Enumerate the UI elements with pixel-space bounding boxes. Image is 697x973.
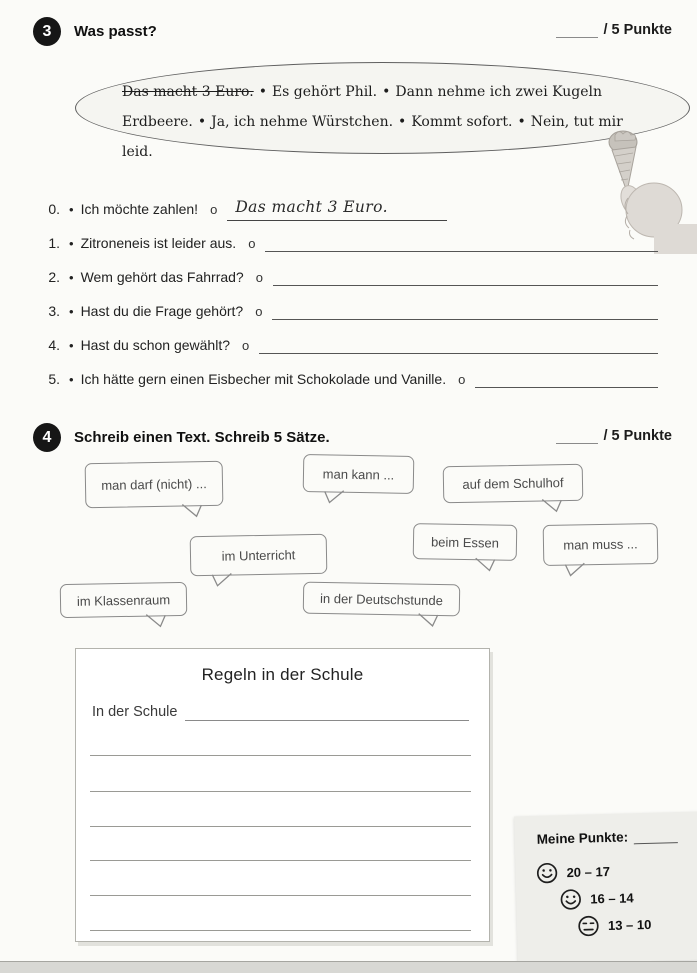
smiley-happy-icon <box>559 888 583 912</box>
speech-bubble-tail-icon <box>144 613 170 628</box>
exercise3-points <box>556 22 673 38</box>
phrase-separator: • <box>258 84 267 100</box>
answer-line[interactable] <box>272 302 658 320</box>
answer-line[interactable] <box>273 268 658 286</box>
speech-bubble-tail-icon <box>473 557 499 572</box>
bubble-auf-dem-schulhof <box>443 464 584 503</box>
exercise3-items <box>40 192 658 396</box>
item-question: Wem gehört das Fahrrad? <box>80 269 244 285</box>
score-row-3 <box>577 913 652 938</box>
answer-marker-icon: o <box>248 235 256 251</box>
phrase-separator: • <box>517 114 526 130</box>
bubble-man-muss <box>543 523 659 566</box>
writing-line[interactable] <box>90 755 471 756</box>
item-number: 1. <box>48 235 60 251</box>
exercise4-header <box>33 423 330 452</box>
word-bank-phrase: Es gehört Phil. <box>271 84 378 100</box>
speech-bubble-tail-icon <box>560 562 586 577</box>
word-bank-phrase: Dann nehme ich zwei Kugeln Erdbeere. <box>122 84 603 130</box>
word-bank-phrase: Nein, tut mir leid. <box>122 114 623 160</box>
smiley-neutral-icon <box>577 914 601 938</box>
bullet-icon: • <box>69 371 74 387</box>
bubble-man-kann <box>303 454 415 494</box>
exercise4-points <box>556 428 673 444</box>
item-question: Hast du schon gewählt? <box>80 337 230 353</box>
answer-marker-icon: o <box>255 269 263 285</box>
speech-bubble-tail-icon <box>319 489 345 504</box>
exercise4-points-label: / 5 Punkte <box>603 428 672 444</box>
bubble-im-unterricht <box>190 534 328 576</box>
writing-prompt-row <box>92 703 469 721</box>
bullet-icon: • <box>69 337 74 353</box>
speech-bubble-tail-icon <box>180 503 206 518</box>
item-number: 2. <box>48 269 60 285</box>
bubble-label: auf dem Schulhof <box>462 475 564 492</box>
writing-box <box>75 648 490 942</box>
speech-bubble-tail-icon <box>207 572 233 587</box>
item-row-1 <box>40 226 658 260</box>
bubble-beim-essen <box>413 523 518 561</box>
writing-line[interactable] <box>90 860 471 861</box>
word-bank-phrase: Ja, ich nehme Würstchen. <box>211 114 394 130</box>
score-row-2 <box>559 886 634 911</box>
bubble-label: man kann ... <box>322 465 395 483</box>
item-question: Ich möchte zahlen! <box>80 201 199 217</box>
word-bank-phrase: Das macht 3 Euro. <box>122 84 254 100</box>
exercise4-title: Schreib einen Text. Schreib 5 Sätze. <box>74 429 330 446</box>
score-row-1 <box>535 860 610 885</box>
phrase-separator: • <box>382 84 391 100</box>
item-row-4 <box>40 328 658 362</box>
exercise3-title: Was passt? <box>74 23 157 40</box>
writing-line[interactable] <box>90 930 471 931</box>
bullet-icon: • <box>69 235 74 251</box>
item-number: 4. <box>48 337 60 353</box>
answer-line-filled[interactable]: Das macht 3 Euro. <box>227 198 447 221</box>
item-number: 3. <box>48 303 60 319</box>
item-row-5 <box>40 362 658 396</box>
word-bank-phrase: Kommt sofort. <box>411 114 513 130</box>
score-range: 13 – 10 <box>607 916 652 934</box>
score-range: 20 – 17 <box>566 863 611 881</box>
bubble-label: beim Essen <box>430 533 500 551</box>
writing-line[interactable] <box>90 826 471 827</box>
score-blank[interactable] <box>633 829 677 844</box>
exercise3-points-blank[interactable] <box>556 23 598 38</box>
item-question: Ich hätte gern einen Eisbecher mit Schokolade und Vanille. <box>80 371 447 387</box>
writing-line[interactable] <box>90 791 471 792</box>
answer-line[interactable] <box>475 370 658 388</box>
bubble-label: man darf (nicht) ... <box>101 476 207 493</box>
score-range: 16 – 14 <box>590 890 634 907</box>
bubble-label: im Klassenraum <box>76 591 171 609</box>
item-row-3 <box>40 294 658 328</box>
bubble-label: man muss ... <box>563 536 638 553</box>
item-question: Hast du die Frage gehört? <box>80 303 244 319</box>
bubble-im-klassenraum <box>60 582 188 618</box>
writing-prompt-line[interactable] <box>185 703 469 721</box>
answer-marker-icon: o <box>458 371 466 387</box>
writing-prompt-label: In der Schule <box>92 704 178 720</box>
exercise3-header <box>33 17 157 46</box>
item-number: 0. <box>48 201 60 217</box>
answer-marker-icon: o <box>255 303 263 319</box>
bullet-icon: • <box>69 201 74 217</box>
item-row-2 <box>40 260 658 294</box>
exercise4-points-blank[interactable] <box>556 429 598 444</box>
bubble-label: in der Deutschstunde <box>319 590 444 608</box>
answer-marker-icon: o <box>242 337 250 353</box>
writing-line[interactable] <box>90 895 471 896</box>
phrase-separator: • <box>398 114 407 130</box>
speech-bubble-tail-icon <box>540 498 566 513</box>
exercise4-number-badge: 4 <box>33 423 61 452</box>
item-row-0 <box>40 192 658 226</box>
bubble-man-darf <box>85 461 224 508</box>
answer-marker-icon: o <box>210 201 218 217</box>
writing-box-title: Regeln in der Schule <box>201 665 364 684</box>
item-question: Zitroneneis ist leider aus. <box>80 235 237 251</box>
bubble-in-der-deutschstunde <box>303 582 461 617</box>
item-number: 5. <box>48 371 60 387</box>
answer-line[interactable] <box>259 336 658 354</box>
bullet-icon: • <box>69 303 74 319</box>
smiley-happy-icon <box>535 861 559 885</box>
score-panel <box>514 812 697 965</box>
speech-bubble-tail-icon <box>417 613 443 628</box>
bullet-icon: • <box>69 269 74 285</box>
exercise3-points-label: / 5 Punkte <box>603 22 672 38</box>
answer-line[interactable] <box>265 234 658 252</box>
exercise3-number-badge: 3 <box>33 17 61 46</box>
bubble-label: im Unterricht <box>221 546 296 564</box>
phrase-separator: • <box>197 114 207 130</box>
page-edge-band <box>0 961 697 973</box>
score-panel-header <box>537 828 678 847</box>
score-panel-label: Meine Punkte: <box>536 829 629 847</box>
